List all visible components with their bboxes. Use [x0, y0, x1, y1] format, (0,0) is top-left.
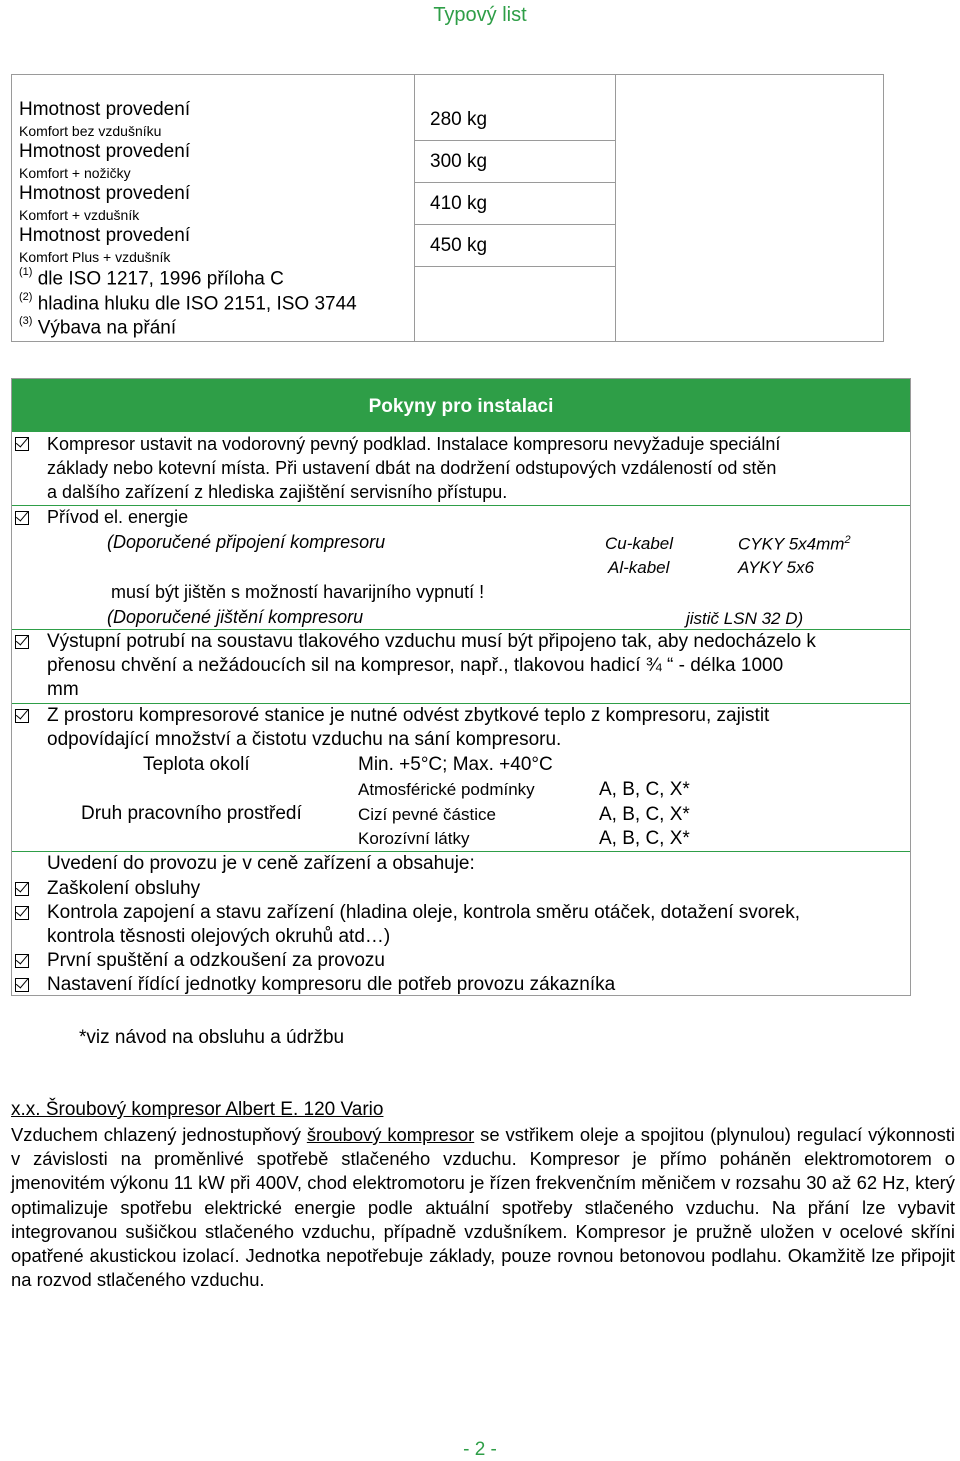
environment-condition: Atmosférické podmínky — [358, 780, 535, 799]
fuse-requirement: musí být jištěn s možností havarijního vypnutí ! — [111, 582, 485, 602]
commissioning-item: kontrola těsnosti olejových okruhů atd…) — [47, 926, 391, 947]
cable-type: Cu-kabel — [605, 534, 674, 553]
installation-title: Pokyny pro instalaci — [368, 396, 554, 417]
weight-value: 300 kg — [430, 151, 488, 172]
cable-spec: AYKY 5x6 — [738, 558, 814, 577]
weight-label: Hmotnost provedení — [19, 141, 191, 162]
installation-header — [12, 379, 910, 432]
divider — [12, 629, 910, 630]
environment-classes: A, B, C, X* — [599, 804, 690, 825]
environment-label: Druh pracovního prostředí — [81, 803, 302, 824]
footnote-2: $^{(2)}$ hladina hluku dle ISO 2151, ISO 3744 — [19, 291, 357, 315]
column-divider — [414, 75, 415, 341]
instruction-text: Výstupní potrubí na soustavu tlakového vzduchu musí být připojeno tak, aby nedocházelo k — [47, 631, 816, 652]
checkbox-icon — [15, 882, 29, 896]
instruction-text: základy nebo kotevní místa. Při ustavení dbát na dodržení odstupových vzdáleností od stěn — [47, 458, 777, 478]
environment-classes: A, B, C, X* — [599, 828, 690, 849]
checkbox-icon — [15, 978, 29, 992]
instruction-text: mm — [47, 679, 79, 700]
commissioning-item: První spuštění a odzkoušení za provozu — [47, 950, 385, 971]
column-divider — [615, 75, 616, 341]
weight-value: 410 kg — [430, 193, 488, 214]
commissioning-item: Zaškolení obsluhy — [47, 878, 201, 899]
footnote-3: $^{(3)}$ Výbava na přání — [19, 315, 177, 339]
checkbox-icon — [15, 511, 29, 525]
cable-spec: CYKY $5x4mm^2$ — [738, 534, 851, 554]
divider — [12, 505, 910, 506]
row-divider — [414, 266, 616, 267]
row-divider — [414, 140, 616, 141]
checkbox-icon — [15, 906, 29, 920]
weight-variant: Komfort Plus + vzdušník — [19, 249, 171, 265]
footnote: *viz návod na obsluhu a údržbu — [79, 1027, 345, 1048]
weight-value: 450 kg — [430, 235, 488, 256]
document-header: Typový list — [433, 4, 527, 26]
temperature-label: Teplota okolí — [143, 754, 250, 775]
product-term: šroubový kompresor — [306, 1124, 475, 1145]
product-description: Vzduchem chlazený jednostupňový šroubový kompresor se vstřikem oleje a spojitou (plynulou) regulací výkonnosti v závislosti na proměnlivé spotřebě stlačeného vzduchu. Kompresor je přímo poháněn elektromotorem o jmenovitém výkonu 11 kW při 400V, chod elektromotoru je řízen frekvenčním měničem v rozsahu 30 až 62 Hz, který optimalizuje spotřebu elektrické energie podle aktuální spotřeby stlačeného vzduchu. Na přání lze vybavit integrovanou sušičkou stlačeného vzduchu, případně vzdušníkem. Kompresor je pružně uložen v ocelové skříni opatřené akustickou izolací. Jednotka nepotřebuje základy, pouze rovnou betonovou podlahu. Okamžitě lze připojit na rozvod stlačeného vzduchu. — [11, 1124, 956, 1291]
weight-value: 280 kg — [430, 109, 488, 130]
instruction-text: a dalšího zařízení z hlediska zajištění servisního přístupu. — [47, 482, 508, 502]
instruction-text: přenosu chvění a nežádoucích sil na kompresor, např., tlakovou hadicí ¾ “ - délka 1000 — [47, 655, 784, 676]
checkbox-icon — [15, 437, 29, 451]
weight-label: Hmotnost provedení — [19, 99, 191, 120]
temperature-value: Min. +5°C; Max. +40°C — [358, 754, 553, 775]
power-title: Přívod el. energie — [47, 507, 189, 527]
weight-variant: Komfort bez vzdušníku — [19, 123, 162, 139]
product-title: x.x. Šroubový kompresor Albert E. 120 Vario — [11, 1099, 384, 1120]
environment-condition: Cizí pevné částice — [358, 805, 496, 824]
weight-variant: Komfort + vzdušník — [19, 207, 140, 223]
power-recommended: (Doporučené připojení kompresoru — [107, 532, 386, 552]
checkbox-icon — [15, 954, 29, 968]
checkbox-icon — [15, 709, 29, 723]
environment-classes: A, B, C, X* — [599, 779, 690, 800]
weight-variant: Komfort + nožičky — [19, 165, 131, 181]
checkbox-icon — [15, 635, 29, 649]
instruction-text: Kompresor ustavit na vodorovný pevný podklad. Instalace kompresoru nevyžaduje speciální — [47, 434, 781, 454]
fuse-value: jistič LSN 32 D) — [686, 609, 804, 628]
cable-type: Al-kabel — [608, 558, 670, 577]
weights-table — [11, 74, 884, 342]
instruction-text: Z prostoru kompresorové stanice je nutné odvést zbytkové teplo z kompresoru, zajistit — [47, 705, 770, 726]
page-number: - 2 - — [463, 1439, 497, 1460]
commissioning-item: Kontrola zapojení a stavu zařízení (hladina oleje, kontrola směru otáček, dotažení svorek, — [47, 902, 801, 923]
weight-label: Hmotnost provedení — [19, 225, 191, 246]
footnote-1: $^{(1)}$ dle ISO 1217, 1996 příloha C — [19, 266, 284, 290]
commissioning-item: Nastavení řídící jednotky kompresoru dle potřeb provozu zákazníka — [47, 974, 616, 995]
row-divider — [414, 224, 616, 225]
fuse-label: (Doporučené jištění kompresoru — [107, 607, 364, 627]
row-divider — [414, 182, 616, 183]
commissioning-intro: Uvedení do provozu je v ceně zařízení a obsahuje: — [47, 853, 475, 874]
divider — [12, 851, 910, 852]
instruction-text: odpovídající množství a čistotu vzduchu na sání kompresoru. — [47, 729, 562, 750]
divider — [12, 703, 910, 704]
environment-condition: Korozívní látky — [358, 829, 470, 848]
installation-box — [11, 378, 911, 996]
weight-label: Hmotnost provedení — [19, 183, 191, 204]
